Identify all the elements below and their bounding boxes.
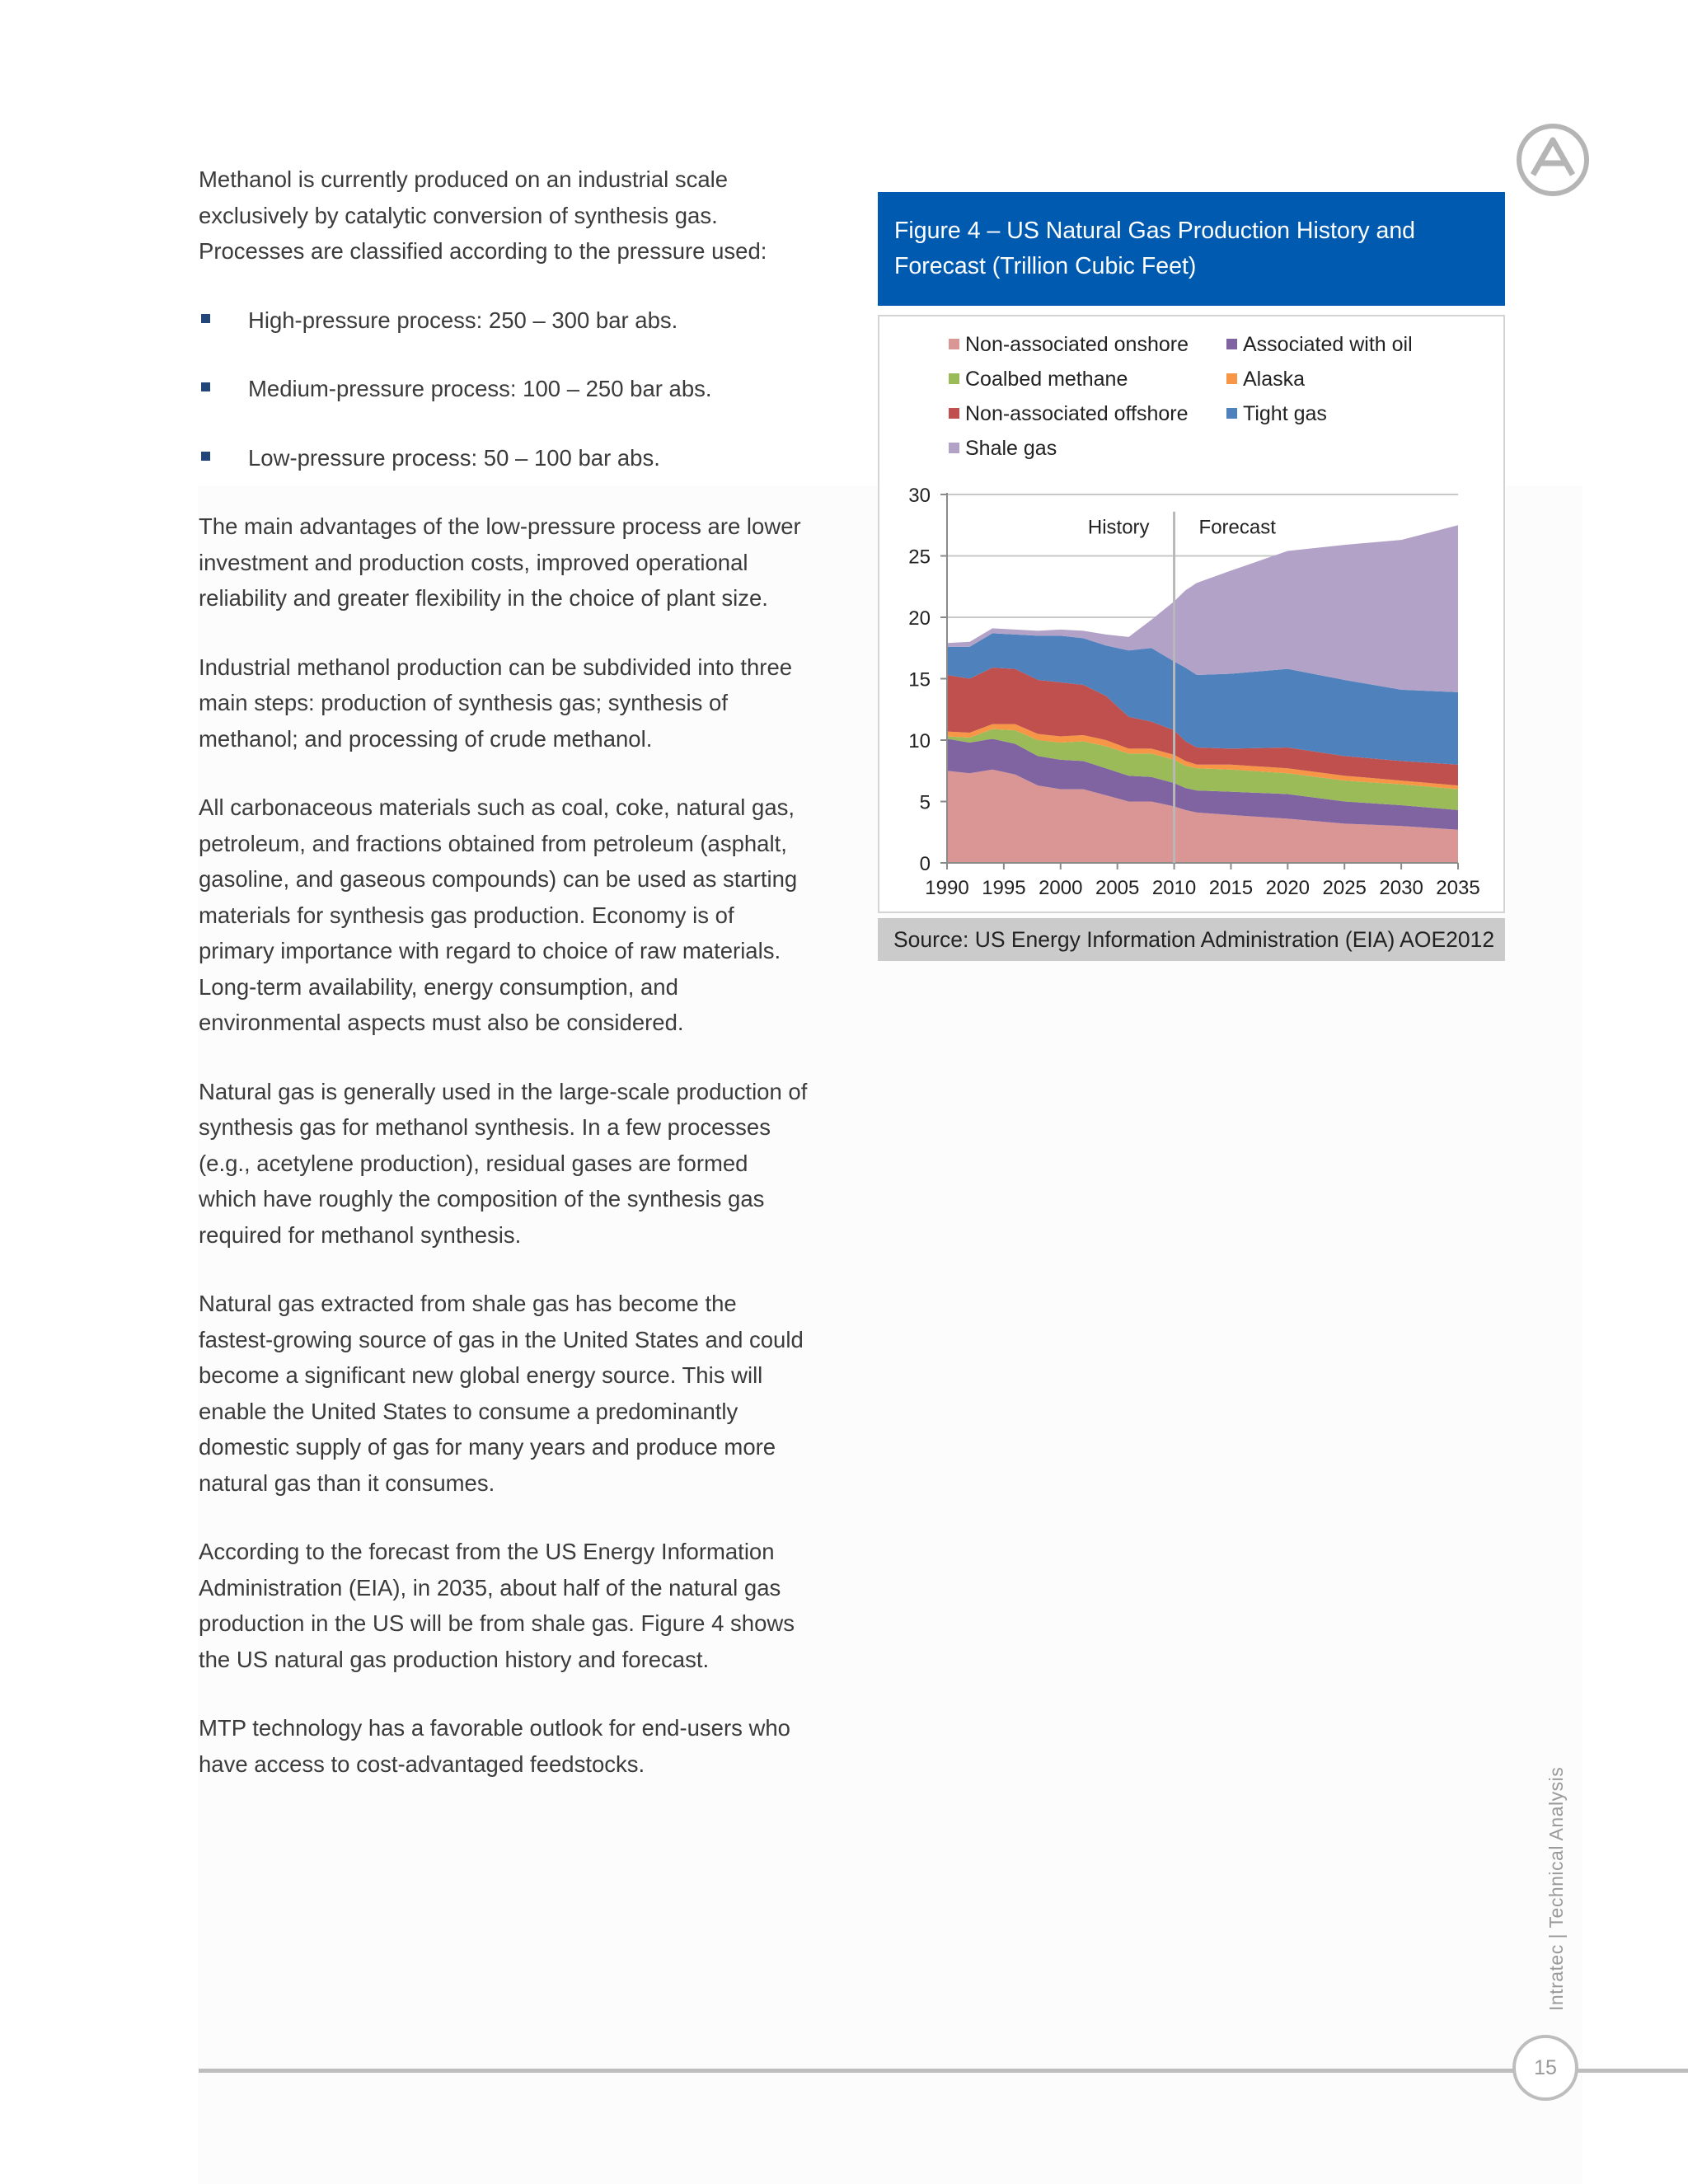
paragraph: MTP technology has a favorable outlook for end-users who have access to cost-advantaged feedstocks. (199, 1715, 790, 1777)
footer-rule (199, 2069, 1688, 2073)
legend-label: Coalbed methane (965, 368, 1128, 391)
x-tick-label: 2035 (1436, 877, 1480, 899)
list-item (199, 371, 809, 407)
legend-swatch (1226, 373, 1237, 384)
list-item-text: High-pressure process: 250 – 300 bar abs. (248, 307, 678, 333)
figure-source: Source: US Energy Information Administration (EIA) AOE2012 (878, 918, 1505, 961)
x-tick-label: 2005 (1095, 877, 1140, 899)
legend-swatch (949, 408, 959, 419)
y-tick-label: 10 (908, 730, 931, 752)
x-tick-label: 2015 (1208, 877, 1254, 899)
x-tick-label: 2020 (1265, 877, 1311, 899)
bullet-icon (201, 452, 210, 461)
paragraph: All carbonaceous materials such as coal, coke, natural gas, petroleum, and fractions obtained from petroleum (asphalt, gasoline, and gaseous compounds) can be used as starting materials for synthesis gas production. Economy is of primary importance with regard to choice of raw materials. Long-term availability, energy consumption, and environmental aspects must also be considered. (199, 794, 798, 1035)
y-tick-label: 0 (919, 853, 931, 875)
pressure-process-list (199, 302, 809, 476)
forecast-label: Forecast (1198, 516, 1276, 539)
stacked-area-chart (879, 316, 1503, 912)
intro-paragraph: Methanol is currently produced on an industrial scale exclusively by catalytic conversion of synthesis gas. Processes are classified according to the pressure used: (199, 166, 767, 264)
list-item-text: Medium-pressure process: 100 – 250 bar abs. (248, 376, 712, 401)
figure-title-line: Figure 4 – US Natural Gas Production History and (894, 218, 1416, 244)
list-item (199, 302, 809, 339)
x-tick-label: 2025 (1322, 877, 1367, 899)
x-tick-label: 2010 (1151, 877, 1197, 899)
legend-swatch (949, 373, 959, 384)
y-tick-label: 25 (908, 546, 931, 569)
legend-swatch (1226, 408, 1237, 419)
list-item (199, 440, 809, 476)
sidebar-label: Intratec | Technical Analysis (1545, 1766, 1567, 2011)
page-number: 15 (1512, 2035, 1578, 2101)
paragraph: Industrial methanol production can be subdivided into three main steps: production of synthesis gas; synthesis of methanol; and processing of crude methanol. (199, 654, 793, 752)
x-tick-label: 1995 (982, 877, 1026, 899)
x-tick-label: 2030 (1379, 877, 1423, 899)
paragraph: The main advantages of the low-pressure process are lower investment and production costs, improved operational reliability and greater flexibility in the choice of plant size. (199, 513, 801, 611)
legend-label: Shale gas (965, 437, 1057, 460)
y-tick-label: 20 (908, 607, 931, 630)
body-text-column (199, 162, 809, 1815)
legend-swatch (949, 339, 959, 349)
figure-title-line: Forecast (Trillion Cubic Feet) (894, 253, 1197, 279)
paragraph: According to the forecast from the US Energy Information Administration (EIA), in 2035, about half of the natural gas production in the US will be from shale gas. Figure 4 shows the US natural gas production history and forecast. (199, 1539, 795, 1672)
x-tick-label: 1990 (925, 877, 969, 899)
y-tick-label: 5 (919, 791, 931, 814)
chart-panel (878, 315, 1505, 913)
list-item-text: Low-pressure process: 50 – 100 bar abs. (248, 444, 660, 471)
intratec-logo-icon (1515, 122, 1591, 198)
legend-swatch (1226, 339, 1237, 349)
legend-label: Non-associated offshore (965, 402, 1189, 425)
legend-label: Tight gas (1243, 402, 1327, 425)
x-tick-label: 2000 (1039, 877, 1083, 899)
legend-label: Non-associated onshore (965, 333, 1189, 356)
legend-swatch (949, 443, 959, 453)
legend-label: Associated with oil (1243, 333, 1413, 356)
y-tick-label: 15 (908, 668, 931, 691)
legend-label: Alaska (1243, 368, 1306, 391)
figure-title (878, 192, 1505, 306)
bullet-icon (201, 382, 210, 391)
y-tick-label: 30 (908, 485, 931, 507)
bullet-icon (201, 314, 210, 323)
paragraph: Natural gas extracted from shale gas has become the fastest-growing source of gas in the United States and could become a significant new global energy source. This will enable the United States to consume a predominantly domestic supply of gas for many years and produce more natural gas than it consumes. (199, 1291, 804, 1496)
history-label: History (1087, 516, 1150, 539)
paragraph: Natural gas is generally used in the large-scale production of synthesis gas for methanol synthesis. In a few processes (e.g., acetylene production), residual gases are formed which have roughly the composition of the synthesis gas required for methanol synthesis. (199, 1078, 808, 1248)
